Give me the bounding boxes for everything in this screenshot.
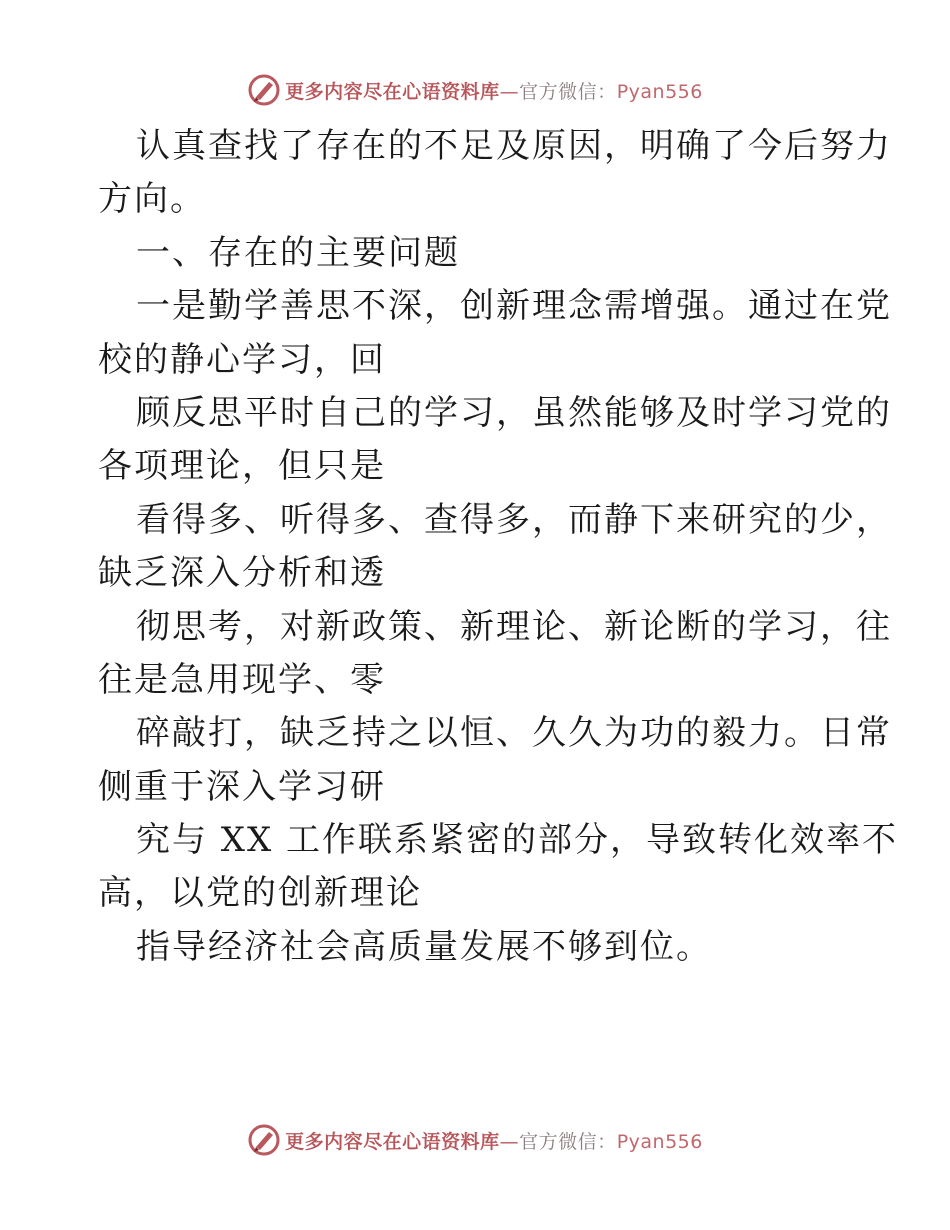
paragraph-line: 方向。 [98,179,206,220]
paragraph-line: 究与 XX 工作联系紧密的部分，导致转化效率不 [136,820,899,861]
paragraph-line: 顾反思平时自己的学习，虽然能够及时学习党的 [136,392,892,433]
paragraph-line: 碎敲打，缺乏持之以恒、久久为功的毅力。日常 [136,713,892,754]
header-wechat-label: 官方微信： [519,80,617,103]
paragraph-line: 认真查找了存在的不足及原因，明确了今后努力 [136,126,892,166]
paragraph-line: 高，以党的创新理论 [98,873,422,914]
paragraph-line: 看得多、听得多、查得多，而静下来研究的少， [136,499,892,540]
footer-site-text: 更多内容尽在心语资料库 [285,1130,500,1153]
footer-banner-text [285,1127,703,1154]
paragraph-line: 指导经济社会高质量发展不够到位。 [136,926,712,967]
footer-dash: — [499,1130,520,1153]
paragraph-line: 校的静心学习，回 [98,339,386,380]
footer-banner [0,1120,950,1160]
paragraph-line: 彻思考，对新政策、新理论、新论断的学习，往 [136,606,892,647]
pen-logo-icon [247,1123,281,1157]
paragraph-line: 各项理论，但只是 [98,446,386,487]
header-site-text: 更多内容尽在心语资料库 [285,80,500,103]
header-dash: — [499,80,520,103]
paragraph-line: 缺乏深入分析和透 [98,553,386,594]
pen-logo-icon [247,73,281,107]
footer-wechat-id: Pyan556 [616,1130,703,1153]
paragraph-line: 侧重于深入学习研 [98,766,386,807]
header-banner [0,70,950,110]
header-banner-text [285,77,703,104]
paragraph-line: 一是勤学善思不深，创新理念需增强。通过在党 [136,286,892,327]
footer-wechat-label: 官方微信： [519,1130,617,1153]
document-body [98,120,899,974]
paragraph-line: 往是急用现学、零 [98,659,386,700]
section-heading: 一、存在的主要问题 [136,232,460,273]
header-wechat-id: Pyan556 [616,80,703,103]
